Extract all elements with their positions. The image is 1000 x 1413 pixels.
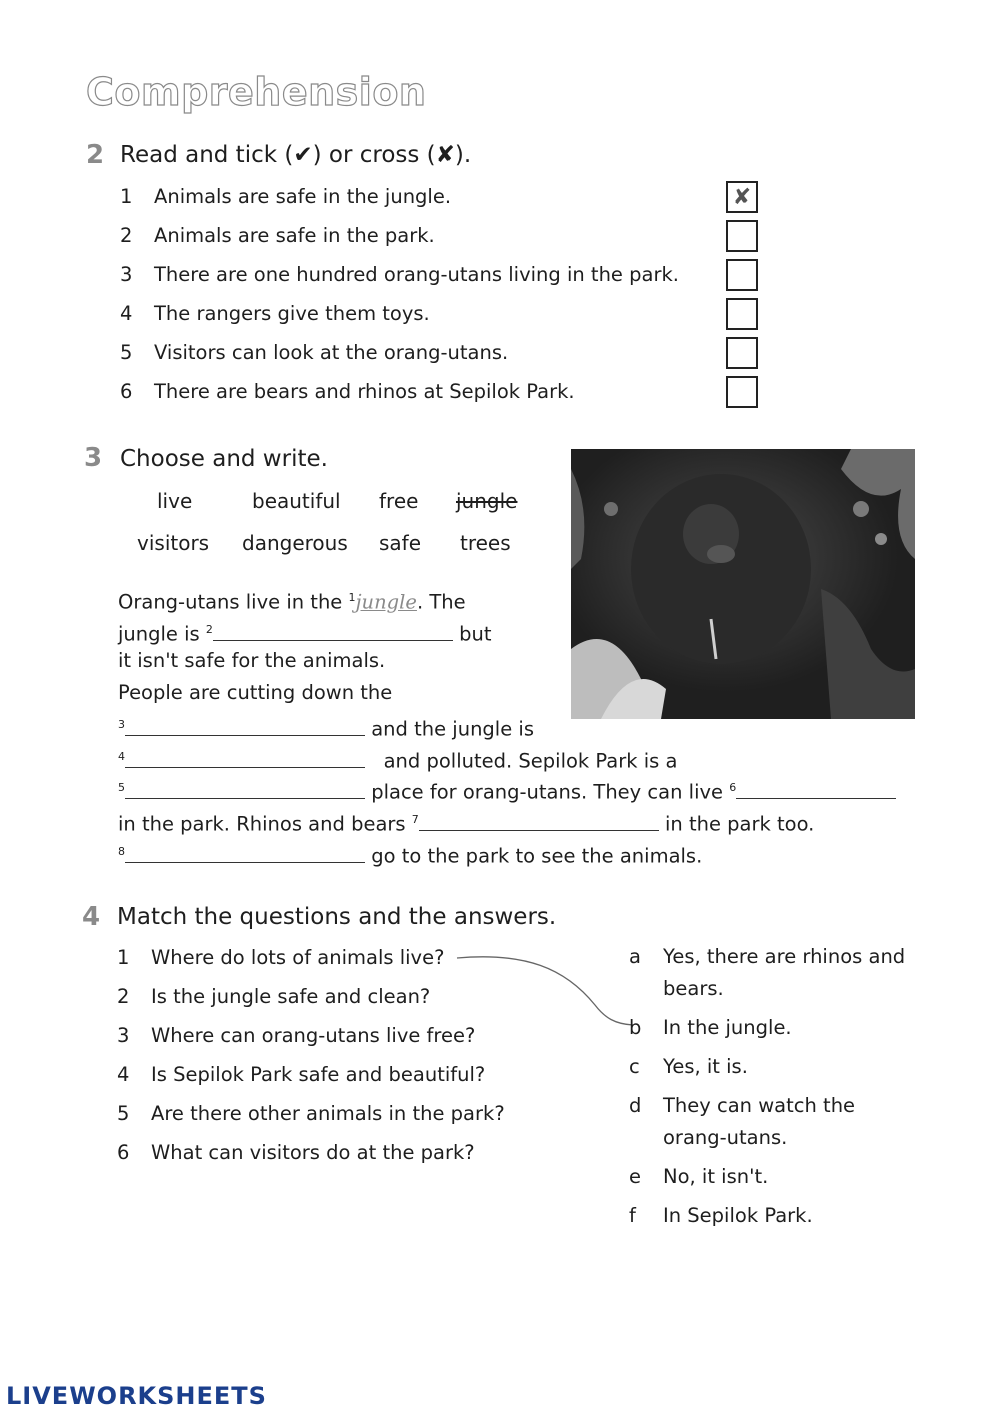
gap-line-8: in the park. Rhinos and bears $^7$ in the park too. [118, 808, 814, 837]
answer-box-3[interactable] [726, 259, 758, 291]
ex2-item-5: 5 Visitors can look at the orang-utans. [120, 341, 509, 364]
gap-blank-7[interactable] [419, 810, 659, 831]
answer-e: e No, it isn't. [629, 1165, 769, 1188]
gap-line-2: jungle is $^2$ but [118, 618, 492, 647]
answer-box-5[interactable] [726, 337, 758, 369]
gap-line-6: $^4$ and polluted. Sepilok Park is a [118, 745, 678, 774]
answer-d-line2: orang-utans. [663, 1126, 788, 1149]
answer-box-4[interactable] [726, 298, 758, 330]
question-6: 6 What can visitors do at the park? [117, 1141, 475, 1164]
word-bank-safe: safe [379, 531, 422, 555]
answer-box-2[interactable] [726, 220, 758, 252]
gap-blank-4[interactable] [125, 747, 365, 768]
gap-answer-1[interactable]: jungle [355, 590, 417, 614]
answer-a: a Yes, there are rhinos and [629, 945, 906, 968]
exercise-3-instruction: Choose and write. [120, 446, 328, 472]
word-bank-visitors: visitors [137, 531, 210, 555]
ex2-item-6: 6 There are bears and rhinos at Sepilok Park. [120, 380, 575, 403]
exercise-2-number: 2 [86, 140, 105, 170]
word-bank-jungle: jungle [456, 489, 518, 513]
gap-blank-8[interactable] [125, 842, 365, 863]
question-3: 3 Where can orang-utans live free? [117, 1024, 476, 1047]
gap-line-7: $^5$ place for orang-utans. They can live $^6$ [118, 776, 896, 805]
answer-f: f In Sepilok Park. [629, 1204, 813, 1227]
gap-line-4: People are cutting down the [118, 681, 393, 704]
answer-b: b In the jungle. [629, 1016, 792, 1039]
ex2-item-2: 2 Animals are safe in the park. [120, 224, 435, 247]
exercise-4-instruction: Match the questions and the answers. [117, 904, 557, 930]
ex2-item-1: 1 Animals are safe in the jungle. [120, 185, 452, 208]
question-4: 4 Is Sepilok Park safe and beautiful? [117, 1063, 486, 1086]
exercise-4-number: 4 [82, 902, 101, 932]
gap-blank-3[interactable] [125, 715, 365, 736]
exercise-2-instruction: Read and tick (✔) or cross (✘). [120, 142, 472, 168]
orangutan-photo [571, 449, 915, 719]
gap-line-1: Orang-utans live in the $^1$jungle. The [118, 590, 466, 614]
word-bank-free: free [379, 489, 419, 513]
ex2-item-3: 3 There are one hundred orang-utans living in the park. [120, 263, 679, 286]
gap-line-9: $^8$ go to the park to see the animals. [118, 840, 702, 869]
answer-a-line2: bears. [663, 977, 724, 1000]
answer-box-1[interactable]: ✘ [726, 181, 758, 213]
page-title: Comprehension [86, 70, 427, 114]
word-bank-beautiful: beautiful [252, 489, 341, 513]
gap-blank-2[interactable] [213, 620, 453, 641]
word-bank-live: live [157, 489, 193, 513]
match-line-1-b [455, 950, 635, 1040]
word-bank-dangerous: dangerous [242, 531, 348, 555]
gap-line-3: it isn't safe for the animals. [118, 649, 386, 672]
gap-line-5: $^3$ and the jungle is [118, 713, 534, 742]
answer-c: c Yes, it is. [629, 1055, 748, 1078]
gap-blank-5[interactable] [125, 778, 365, 799]
word-bank-trees: trees [460, 531, 511, 555]
liveworksheets-logo: LIVEWORKSHEETS [6, 1382, 267, 1410]
answer-d: d They can watch the [629, 1094, 856, 1117]
question-2: 2 Is the jungle safe and clean? [117, 985, 431, 1008]
question-5: 5 Are there other animals in the park? [117, 1102, 505, 1125]
exercise-3-number: 3 [84, 443, 103, 473]
answer-box-6[interactable] [726, 376, 758, 408]
question-1: 1 Where do lots of animals live? [117, 946, 445, 969]
ex2-item-4: 4 The rangers give them toys. [120, 302, 430, 325]
gap-blank-6[interactable] [736, 778, 896, 799]
